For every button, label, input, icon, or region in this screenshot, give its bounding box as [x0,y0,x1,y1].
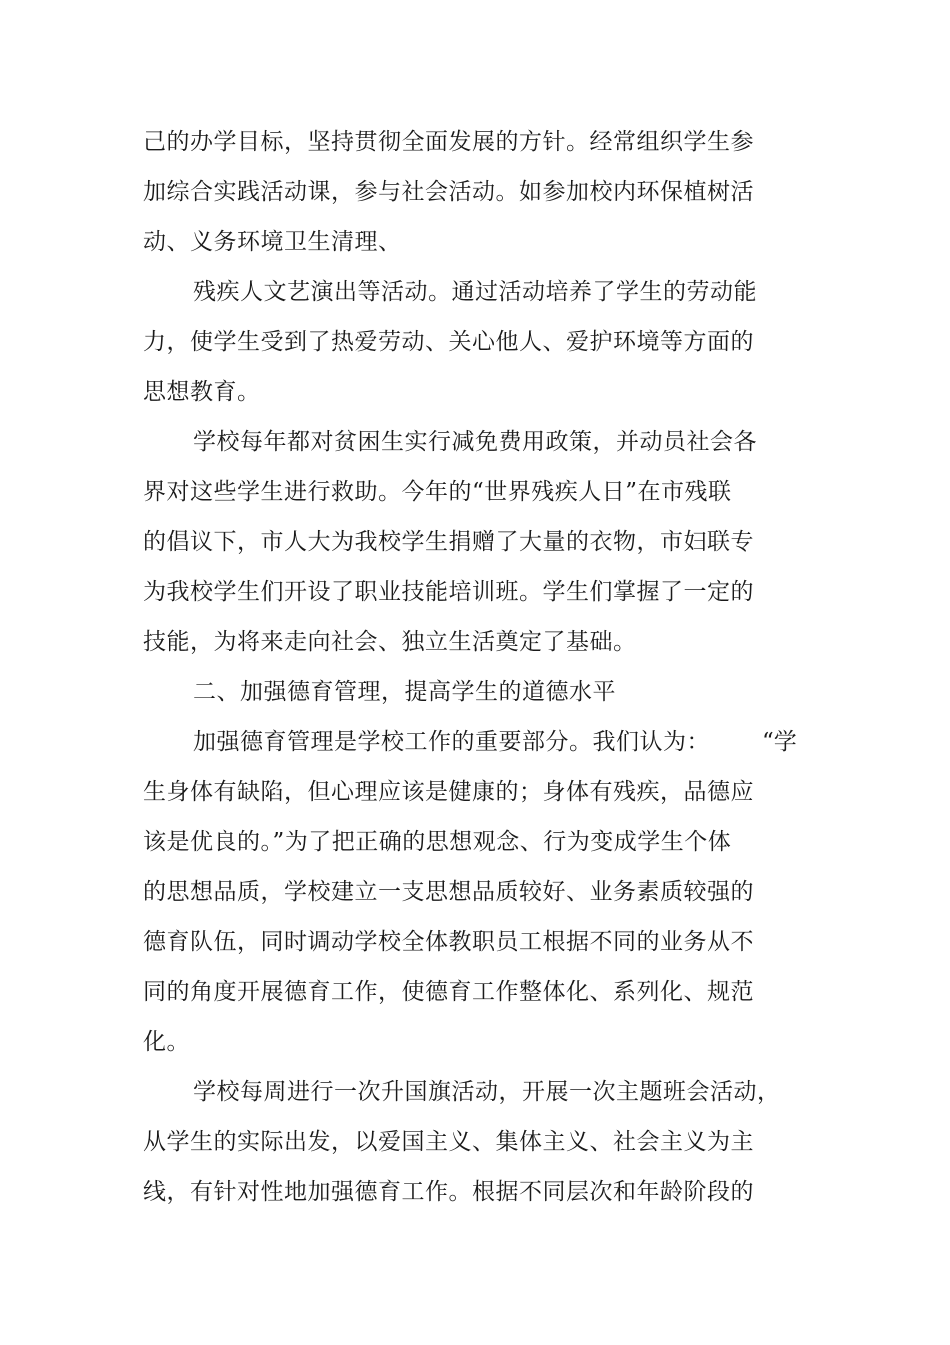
text-line: 技能，为将来走向社会、独立生活奠定了基础。 [143,629,637,655]
text-line: 从学生的实际出发，以爱国主义、集体主义、社会主义为主 [143,1129,754,1155]
text-line: 界对这些学生进行救助。今年的“世界残疾人日”在市残联 [143,479,732,505]
text-line: 为我校学生们开设了职业技能培训班。学生们掌握了一定的 [143,579,754,605]
text-line: 动、义务环境卫生清理、 [143,229,402,255]
quote-fragment: “学 [762,729,797,755]
text-line: 加强德育管理是学校工作的重要部分。我们认为： [193,729,710,755]
text-line: 学校每年都对贫困生实行减免费用政策，并动员社会各 [193,429,757,455]
text-line: 德育队伍，同时调动学校全体教职员工根据不同的业务从不 [143,929,754,955]
text-line: 己的办学目标，坚持贯彻全面发展的方针。经常组织学生参 [143,129,754,155]
text-line: 同的角度开展德育工作，使德育工作整体化、系列化、规范 [143,979,754,1005]
text-line: 力，使学生受到了热爱劳动、关心他人、爱护环境等方面的 [143,329,754,355]
text-line: 学校每周进行一次升国旗活动，开展一次主题班会活动， [193,1079,781,1105]
text-line: 化。 [143,1029,190,1055]
section-heading: 二、加强德育管理，提高学生的道德水平 [193,679,616,705]
text-line: 思想教育。 [143,379,261,405]
text-line: 的思想品质，学校建立一支思想品质较好、业务素质较强的 [143,879,754,905]
text-line: 生身体有缺陷，但心理应该是健康的；身体有残疾，品德应 [143,779,754,805]
text-line: 的倡议下，市人大为我校学生捐赠了大量的衣物，市妇联专 [143,529,754,555]
text-line: 线，有针对性地加强德育工作。根据不同层次和年龄阶段的 [143,1179,754,1205]
text-line: 加综合实践活动课，参与社会活动。如参加校内环保植树活 [143,179,754,205]
text-line: 该是优良的。”为了把正确的思想观念、行为变成学生个体 [143,829,732,855]
text-line: 残疾人文艺演出等活动。通过活动培养了学生的劳动能 [193,279,757,305]
